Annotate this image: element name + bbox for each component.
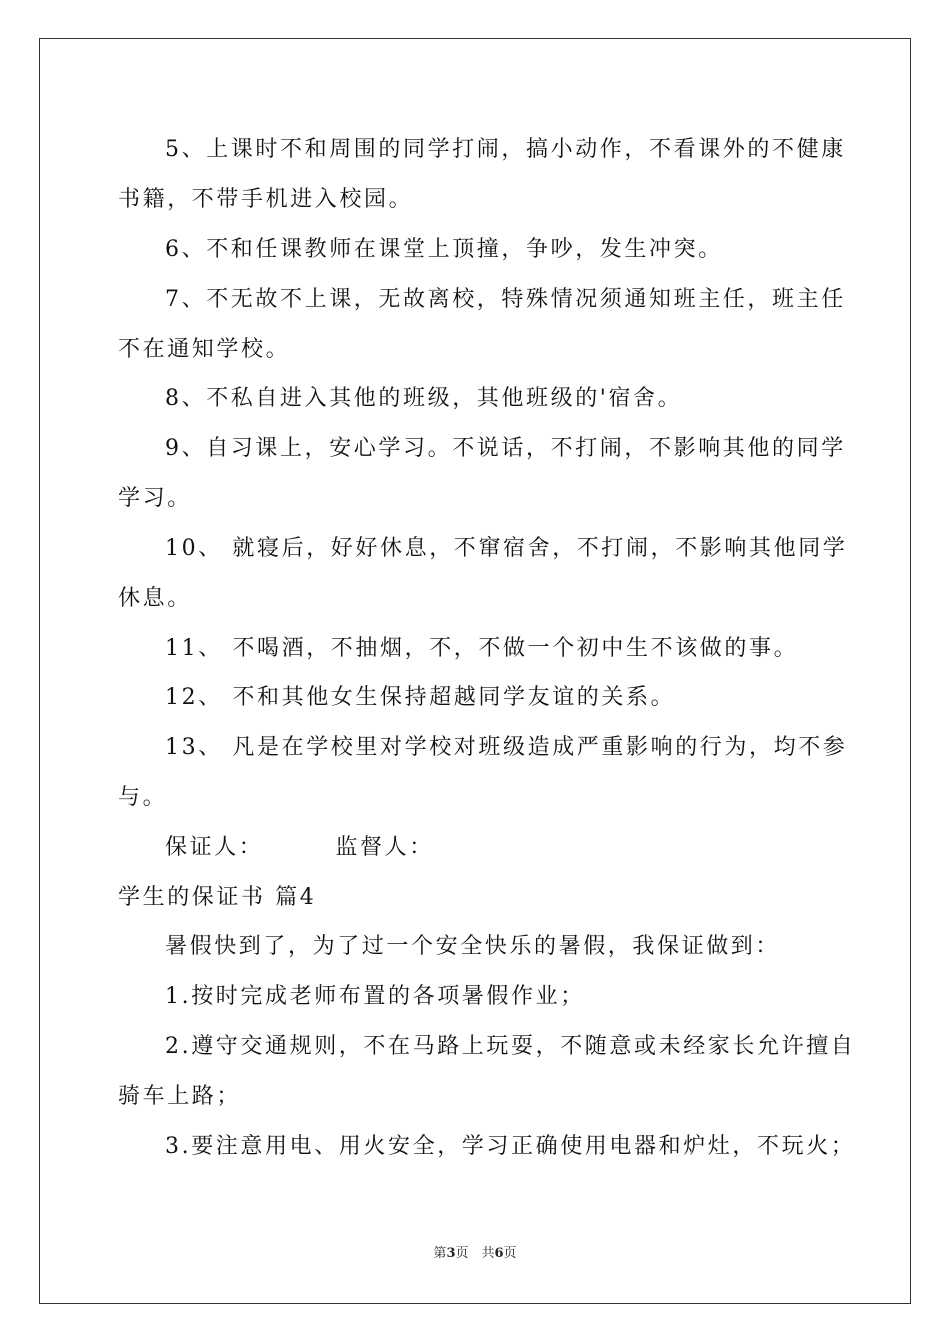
rule-10-line-2: 休息。 <box>118 586 192 611</box>
rule-9-line-2: 学习。 <box>118 486 192 511</box>
rule-6: 6、不和任课教师在课堂上顶撞，争吵，发生冲突。 <box>165 237 723 262</box>
page-footer <box>0 1245 950 1263</box>
rule-12: 12、 不和其他女生保持超越同学友谊的关系。 <box>165 685 676 710</box>
pledge-2-line-2: 骑车上路； <box>118 1084 242 1109</box>
guarantor-label: 保证人： <box>165 835 264 860</box>
rule-7-line-1: 7、不无故不上课，无故离校，特殊情况须通知班主任，班主任 <box>165 287 846 312</box>
rule-10-line-1: 10、 就寝后，好好休息，不窜宿舍，不打闹，不影响其他同学 <box>165 536 848 561</box>
pledge-3: 3.要注意用电、用火安全，学习正确使用电器和炉灶，不玩火； <box>165 1134 856 1159</box>
section-intro: 暑假快到了，为了过一个安全快乐的暑假，我保证做到： <box>165 934 781 959</box>
rule-8: 8、不私自进入其他的班级，其他班级的'宿舍。 <box>165 386 683 411</box>
page-suffix: 页 <box>503 1246 517 1261</box>
rule-5-line-1: 5、上课时不和周围的同学打闹，搞小动作，不看课外的不健康 <box>165 137 846 162</box>
pledge-2-line-1: 2.遵守交通规则，不在马路上玩耍，不随意或未经家长允许擅自 <box>165 1034 856 1059</box>
rule-13-line-2: 与。 <box>118 785 168 810</box>
signature-line <box>165 833 434 863</box>
rule-13-line-1: 13、 凡是在学校里对学校对班级造成严重影响的行为，均不参 <box>165 735 848 760</box>
rule-5-line-2: 书籍，不带手机进入校园。 <box>118 187 414 212</box>
pledge-1: 1.按时完成老师布置的各项暑假作业； <box>165 984 585 1009</box>
page-total: 6 <box>494 1246 504 1261</box>
page-current: 3 <box>446 1246 456 1261</box>
supervisor-label: 监督人： <box>335 835 434 860</box>
rule-11: 11、 不喝酒，不抽烟，不，不做一个初中生不该做的事。 <box>165 636 799 661</box>
page-border <box>39 38 911 1304</box>
section-title: 学生的保证书 篇4 <box>118 885 317 910</box>
rule-7-line-2: 不在通知学校。 <box>118 337 291 362</box>
page-mid: 页 共 <box>455 1246 495 1261</box>
rule-9-line-1: 9、自习课上，安心学习。不说话，不打闹，不影响其他的同学 <box>165 436 846 461</box>
page-prefix: 第 <box>433 1246 447 1261</box>
